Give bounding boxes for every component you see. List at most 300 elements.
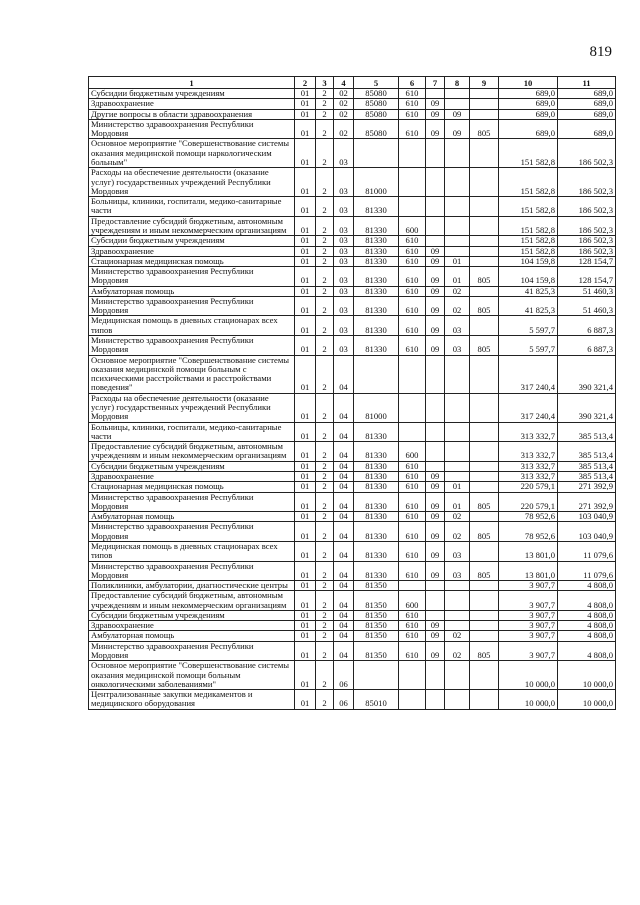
code-dir-cell: 81330 [354, 461, 399, 471]
table-row [89, 267, 616, 287]
code-sub-cell: 2 [316, 422, 334, 442]
table-row [89, 661, 616, 690]
code-sub-cell: 2 [316, 168, 334, 197]
code-event-cell: 04 [334, 541, 354, 561]
code-sect-cell [426, 610, 445, 620]
code-sub-cell: 2 [316, 256, 334, 266]
code-type-cell: 600 [399, 216, 426, 236]
code-ministry-cell: 805 [470, 641, 499, 661]
code-dir-cell: 81330 [354, 316, 399, 336]
code-type-cell: 610 [399, 631, 426, 641]
code-event-cell: 04 [334, 621, 354, 631]
code-prog-cell: 01 [295, 541, 316, 561]
code-event-cell: 04 [334, 393, 354, 422]
code-sub-cell: 2 [316, 139, 334, 168]
code-sect-cell: 09 [426, 621, 445, 631]
code-type-cell [399, 393, 426, 422]
code-prog-cell: 01 [295, 661, 316, 690]
table-row [89, 197, 616, 217]
code-type-cell: 610 [399, 296, 426, 316]
amount-y2-cell: 4 808,0 [558, 631, 616, 641]
table-row [89, 246, 616, 256]
code-type-cell: 610 [399, 621, 426, 631]
code-prog-cell: 01 [295, 355, 316, 393]
code-event-cell: 04 [334, 422, 354, 442]
code-subsect-cell: 02 [445, 296, 470, 316]
code-sub-cell: 2 [316, 216, 334, 236]
amount-y1-cell: 13 801,0 [499, 541, 558, 561]
item-name-cell: Медицинская помощь в дневных стационарах всех типов [89, 316, 295, 336]
code-subsect-cell: 03 [445, 541, 470, 561]
code-subsect-cell: 02 [445, 641, 470, 661]
code-type-cell [399, 355, 426, 393]
code-subsect-cell [445, 621, 470, 631]
code-sub-cell: 2 [316, 492, 334, 512]
amount-y1-cell: 313 332,7 [499, 461, 558, 471]
code-subsect-cell [445, 216, 470, 236]
code-dir-cell: 85080 [354, 119, 399, 139]
code-event-cell: 03 [334, 236, 354, 246]
code-dir-cell: 81330 [354, 422, 399, 442]
code-sect-cell: 09 [426, 99, 445, 109]
code-sub-cell: 2 [316, 512, 334, 522]
amount-y1-cell: 220 579,1 [499, 492, 558, 512]
code-type-cell: 610 [399, 286, 426, 296]
code-sub-cell: 2 [316, 109, 334, 119]
code-ministry-cell: 805 [470, 561, 499, 581]
code-event-cell: 03 [334, 216, 354, 236]
amount-y1-cell: 3 907,7 [499, 581, 558, 591]
code-ministry-cell [470, 482, 499, 492]
amount-y2-cell: 390 321,4 [558, 355, 616, 393]
code-dir-cell: 81330 [354, 197, 399, 217]
code-dir-cell: 81330 [354, 482, 399, 492]
amount-y2-cell: 186 502,3 [558, 216, 616, 236]
table-row [89, 482, 616, 492]
code-prog-cell: 01 [295, 512, 316, 522]
amount-y1-cell: 13 801,0 [499, 561, 558, 581]
code-sub-cell: 2 [316, 119, 334, 139]
code-event-cell: 03 [334, 336, 354, 356]
code-sect-cell: 09 [426, 641, 445, 661]
table-row [89, 541, 616, 561]
code-event-cell: 03 [334, 168, 354, 197]
code-subsect-cell [445, 661, 470, 690]
code-subsect-cell: 02 [445, 512, 470, 522]
code-subsect-cell [445, 461, 470, 471]
code-dir-cell: 81350 [354, 621, 399, 631]
code-sub-cell: 2 [316, 561, 334, 581]
code-ministry-cell [470, 690, 499, 710]
code-subsect-cell [445, 99, 470, 109]
code-type-cell: 610 [399, 89, 426, 99]
code-event-cell: 04 [334, 471, 354, 481]
table-row [89, 139, 616, 168]
code-ministry-cell [470, 631, 499, 641]
code-type-cell [399, 422, 426, 442]
amount-y1-cell: 689,0 [499, 89, 558, 99]
amount-y2-cell: 4 808,0 [558, 621, 616, 631]
code-dir-cell [354, 355, 399, 393]
code-event-cell: 06 [334, 661, 354, 690]
amount-y1-cell: 10 000,0 [499, 690, 558, 710]
code-dir-cell: 81330 [354, 296, 399, 316]
code-prog-cell: 01 [295, 236, 316, 246]
code-type-cell: 610 [399, 561, 426, 581]
code-ministry-cell [470, 89, 499, 99]
amount-y2-cell: 390 321,4 [558, 393, 616, 422]
code-ministry-cell [470, 139, 499, 168]
code-prog-cell: 01 [295, 690, 316, 710]
code-event-cell: 02 [334, 99, 354, 109]
amount-y2-cell: 103 040,9 [558, 512, 616, 522]
code-subsect-cell [445, 89, 470, 99]
code-type-cell [399, 690, 426, 710]
amount-y1-cell: 3 907,7 [499, 591, 558, 611]
amount-y1-cell: 41 825,3 [499, 296, 558, 316]
amount-y1-cell: 151 582,8 [499, 216, 558, 236]
code-subsect-cell [445, 197, 470, 217]
code-prog-cell: 01 [295, 267, 316, 287]
code-ministry-cell: 805 [470, 296, 499, 316]
code-sub-cell: 2 [316, 89, 334, 99]
amount-y1-cell: 689,0 [499, 119, 558, 139]
code-sect-cell [426, 581, 445, 591]
code-event-cell: 04 [334, 355, 354, 393]
code-ministry-cell [470, 621, 499, 631]
code-sect-cell: 09 [426, 267, 445, 287]
code-subsect-cell: 01 [445, 492, 470, 512]
amount-y2-cell: 385 513,4 [558, 422, 616, 442]
code-dir-cell: 85080 [354, 109, 399, 119]
code-dir-cell: 81330 [354, 236, 399, 246]
code-subsect-cell: 09 [445, 119, 470, 139]
col-header: 4 [334, 77, 354, 89]
code-subsect-cell: 03 [445, 336, 470, 356]
code-ministry-cell [470, 461, 499, 471]
table-row [89, 216, 616, 236]
code-sect-cell [426, 197, 445, 217]
code-ministry-cell: 805 [470, 522, 499, 542]
code-event-cell: 03 [334, 139, 354, 168]
item-name-cell: Амбулаторная помощь [89, 631, 295, 641]
code-prog-cell: 01 [295, 561, 316, 581]
code-type-cell: 610 [399, 256, 426, 266]
table-row [89, 355, 616, 393]
code-dir-cell: 81330 [354, 267, 399, 287]
item-name-cell: Другие вопросы в области здравоохранения [89, 109, 295, 119]
code-ministry-cell [470, 471, 499, 481]
code-prog-cell: 01 [295, 296, 316, 316]
amount-y1-cell: 3 907,7 [499, 631, 558, 641]
code-type-cell: 610 [399, 109, 426, 119]
code-event-cell: 03 [334, 267, 354, 287]
col-header: 11 [558, 77, 616, 89]
code-event-cell: 04 [334, 492, 354, 512]
code-prog-cell: 01 [295, 610, 316, 620]
code-sect-cell [426, 661, 445, 690]
amount-y2-cell: 689,0 [558, 119, 616, 139]
amount-y1-cell: 104 159,8 [499, 256, 558, 266]
item-name-cell: Здравоохранение [89, 471, 295, 481]
code-type-cell: 610 [399, 512, 426, 522]
table-row [89, 236, 616, 246]
amount-y1-cell: 5 597,7 [499, 336, 558, 356]
col-header: 10 [499, 77, 558, 89]
code-sect-cell [426, 422, 445, 442]
code-sub-cell: 2 [316, 471, 334, 481]
table-row [89, 99, 616, 109]
amount-y2-cell: 186 502,3 [558, 168, 616, 197]
code-sub-cell: 2 [316, 316, 334, 336]
table-row [89, 471, 616, 481]
code-sub-cell: 2 [316, 522, 334, 542]
item-name-cell: Министерство здравоохранения Республики Мордовия [89, 296, 295, 316]
code-ministry-cell [470, 286, 499, 296]
code-sect-cell: 09 [426, 286, 445, 296]
code-subsect-cell: 02 [445, 631, 470, 641]
amount-y2-cell: 128 154,7 [558, 267, 616, 287]
table-row [89, 561, 616, 581]
code-sect-cell [426, 442, 445, 462]
amount-y2-cell: 385 513,4 [558, 471, 616, 481]
code-sub-cell: 2 [316, 610, 334, 620]
code-subsect-cell [445, 355, 470, 393]
amount-y2-cell: 6 887,3 [558, 336, 616, 356]
code-ministry-cell [470, 661, 499, 690]
code-type-cell: 610 [399, 316, 426, 336]
code-sect-cell [426, 216, 445, 236]
code-ministry-cell [470, 512, 499, 522]
code-ministry-cell: 805 [470, 267, 499, 287]
code-type-cell [399, 139, 426, 168]
amount-y1-cell: 10 000,0 [499, 661, 558, 690]
amount-y1-cell: 3 907,7 [499, 610, 558, 620]
table-row [89, 512, 616, 522]
code-dir-cell: 81330 [354, 286, 399, 296]
code-prog-cell: 01 [295, 316, 316, 336]
code-event-cell: 04 [334, 442, 354, 462]
amount-y1-cell: 104 159,8 [499, 267, 558, 287]
code-prog-cell: 01 [295, 492, 316, 512]
amount-y1-cell: 3 907,7 [499, 641, 558, 661]
code-ministry-cell [470, 216, 499, 236]
amount-y2-cell: 186 502,3 [558, 197, 616, 217]
code-event-cell: 03 [334, 286, 354, 296]
code-sect-cell [426, 461, 445, 471]
code-type-cell: 610 [399, 336, 426, 356]
code-ministry-cell [470, 197, 499, 217]
code-event-cell: 04 [334, 522, 354, 542]
item-name-cell: Стационарная медицинская помощь [89, 482, 295, 492]
item-name-cell: Больницы, клиники, госпитали, медико-санитарные части [89, 197, 295, 217]
item-name-cell: Здравоохранение [89, 246, 295, 256]
amount-y2-cell: 103 040,9 [558, 522, 616, 542]
code-subsect-cell: 01 [445, 256, 470, 266]
code-prog-cell: 01 [295, 442, 316, 462]
amount-y2-cell: 186 502,3 [558, 139, 616, 168]
code-ministry-cell [470, 256, 499, 266]
code-prog-cell: 01 [295, 641, 316, 661]
table-row [89, 316, 616, 336]
code-subsect-cell: 01 [445, 267, 470, 287]
code-subsect-cell: 02 [445, 522, 470, 542]
code-prog-cell: 01 [295, 621, 316, 631]
amount-y1-cell: 5 597,7 [499, 316, 558, 336]
code-subsect-cell [445, 581, 470, 591]
code-sect-cell [426, 89, 445, 99]
code-prog-cell: 01 [295, 89, 316, 99]
amount-y1-cell: 151 582,8 [499, 168, 558, 197]
code-sub-cell: 2 [316, 541, 334, 561]
amount-y2-cell: 51 460,3 [558, 296, 616, 316]
item-name-cell: Поликлиники, амбулатории, диагностические центры [89, 581, 295, 591]
code-sect-cell [426, 168, 445, 197]
code-type-cell: 610 [399, 236, 426, 246]
code-subsect-cell [445, 168, 470, 197]
amount-y1-cell: 151 582,8 [499, 236, 558, 246]
code-event-cell: 03 [334, 246, 354, 256]
code-prog-cell: 01 [295, 422, 316, 442]
code-subsect-cell [445, 422, 470, 442]
col-header: 6 [399, 77, 426, 89]
code-subsect-cell [445, 393, 470, 422]
code-type-cell [399, 661, 426, 690]
code-ministry-cell [470, 246, 499, 256]
amount-y2-cell: 271 392,9 [558, 482, 616, 492]
code-dir-cell: 81330 [354, 442, 399, 462]
amount-y1-cell: 151 582,8 [499, 246, 558, 256]
code-dir-cell: 85080 [354, 99, 399, 109]
item-name-cell: Стационарная медицинская помощь [89, 256, 295, 266]
table-row [89, 119, 616, 139]
col-header: 3 [316, 77, 334, 89]
code-subsect-cell [445, 442, 470, 462]
code-prog-cell: 01 [295, 246, 316, 256]
table-row [89, 89, 616, 99]
code-prog-cell: 01 [295, 139, 316, 168]
item-name-cell: Централизованные закупки медикаментов и медицинского оборудования [89, 690, 295, 710]
code-prog-cell: 01 [295, 631, 316, 641]
code-dir-cell: 81000 [354, 168, 399, 197]
code-type-cell [399, 581, 426, 591]
code-ministry-cell [470, 316, 499, 336]
code-dir-cell: 85010 [354, 690, 399, 710]
table-row [89, 442, 616, 462]
item-name-cell: Министерство здравоохранения Республики Мордовия [89, 561, 295, 581]
code-sub-cell: 2 [316, 296, 334, 316]
code-sub-cell: 2 [316, 286, 334, 296]
code-subsect-cell: 02 [445, 286, 470, 296]
table-row [89, 492, 616, 512]
code-event-cell: 04 [334, 641, 354, 661]
code-subsect-cell [445, 236, 470, 246]
item-name-cell: Субсидии бюджетным учреждениям [89, 89, 295, 99]
code-sect-cell [426, 236, 445, 246]
code-dir-cell: 85080 [354, 89, 399, 99]
amount-y2-cell: 689,0 [558, 99, 616, 109]
amount-y1-cell: 151 582,8 [499, 197, 558, 217]
item-name-cell: Больницы, клиники, госпитали, медико-санитарные части [89, 422, 295, 442]
code-event-cell: 03 [334, 197, 354, 217]
table-row [89, 168, 616, 197]
table-row [89, 631, 616, 641]
code-event-cell: 03 [334, 296, 354, 316]
code-ministry-cell: 805 [470, 492, 499, 512]
code-sub-cell: 2 [316, 336, 334, 356]
code-subsect-cell [445, 610, 470, 620]
code-sect-cell: 09 [426, 109, 445, 119]
code-event-cell: 04 [334, 581, 354, 591]
code-event-cell: 02 [334, 119, 354, 139]
code-prog-cell: 01 [295, 591, 316, 611]
code-dir-cell: 81350 [354, 610, 399, 620]
code-sub-cell: 2 [316, 482, 334, 492]
code-prog-cell: 01 [295, 286, 316, 296]
item-name-cell: Министерство здравоохранения Республики Мордовия [89, 267, 295, 287]
item-name-cell: Субсидии бюджетным учреждениям [89, 610, 295, 620]
amount-y1-cell: 78 952,6 [499, 522, 558, 542]
code-prog-cell: 01 [295, 581, 316, 591]
code-dir-cell: 81350 [354, 591, 399, 611]
code-subsect-cell [445, 591, 470, 611]
code-dir-cell: 81330 [354, 522, 399, 542]
code-prog-cell: 01 [295, 482, 316, 492]
table-row [89, 610, 616, 620]
col-header: 5 [354, 77, 399, 89]
code-ministry-cell [470, 168, 499, 197]
table-row [89, 641, 616, 661]
amount-y2-cell: 385 513,4 [558, 442, 616, 462]
item-name-cell: Предоставление субсидий бюджетным, автономным учреждениям и иным некоммерческим организациям [89, 442, 295, 462]
code-prog-cell: 01 [295, 119, 316, 139]
table-row [89, 393, 616, 422]
code-ministry-cell [470, 442, 499, 462]
code-event-cell: 02 [334, 89, 354, 99]
code-sect-cell: 09 [426, 492, 445, 512]
item-name-cell: Амбулаторная помощь [89, 286, 295, 296]
amount-y1-cell: 313 332,7 [499, 471, 558, 481]
code-sub-cell: 2 [316, 591, 334, 611]
code-sect-cell [426, 139, 445, 168]
code-dir-cell: 81330 [354, 561, 399, 581]
code-type-cell: 610 [399, 461, 426, 471]
code-subsect-cell [445, 246, 470, 256]
table-row [89, 336, 616, 356]
item-name-cell: Министерство здравоохранения Республики Мордовия [89, 522, 295, 542]
code-prog-cell: 01 [295, 99, 316, 109]
item-name-cell: Основное мероприятие "Совершенствование системы оказания медицинской помощи больным с психическими расстройствами и расстройствами поведения" [89, 355, 295, 393]
amount-y1-cell: 689,0 [499, 99, 558, 109]
code-type-cell: 600 [399, 591, 426, 611]
code-type-cell [399, 197, 426, 217]
code-event-cell: 04 [334, 461, 354, 471]
code-subsect-cell: 03 [445, 316, 470, 336]
amount-y1-cell: 3 907,7 [499, 621, 558, 631]
code-sect-cell: 09 [426, 522, 445, 542]
code-event-cell: 03 [334, 256, 354, 266]
amount-y1-cell: 151 582,8 [499, 139, 558, 168]
code-prog-cell: 01 [295, 336, 316, 356]
code-prog-cell: 01 [295, 216, 316, 236]
amount-y1-cell: 78 952,6 [499, 512, 558, 522]
code-sub-cell: 2 [316, 355, 334, 393]
code-event-cell: 02 [334, 109, 354, 119]
amount-y2-cell: 4 808,0 [558, 581, 616, 591]
code-sub-cell: 2 [316, 99, 334, 109]
code-dir-cell: 81330 [354, 256, 399, 266]
code-sect-cell: 09 [426, 296, 445, 316]
